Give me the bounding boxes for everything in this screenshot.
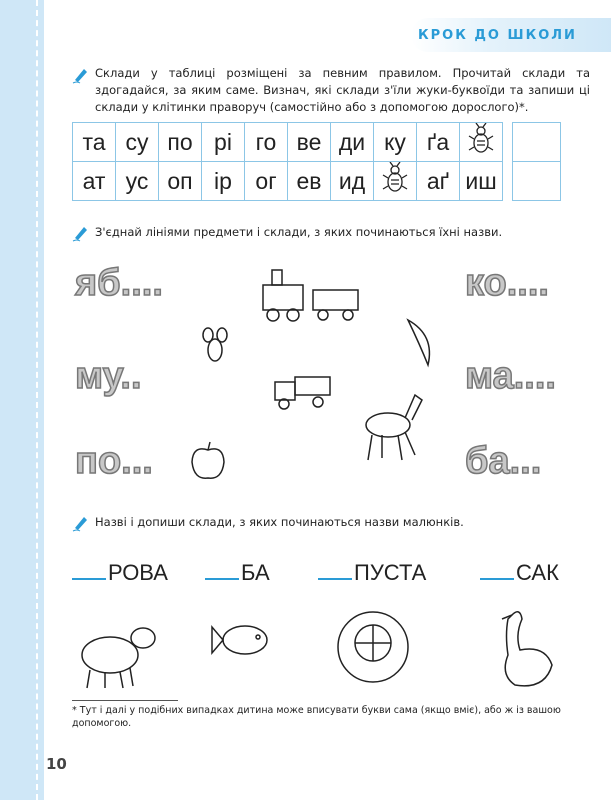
bee-picture	[200, 325, 230, 365]
beetle-icon	[468, 123, 494, 155]
syllable-cell: аґ	[417, 162, 460, 201]
syllable-left-3: по...	[75, 440, 153, 482]
syllable-cell: ір	[202, 162, 245, 201]
goat-picture	[360, 380, 430, 465]
syllable-right-2: ма....	[465, 355, 556, 397]
syllable-cell: ґа	[417, 123, 460, 162]
syllable-cell: по	[159, 123, 202, 162]
syllable-cell: та	[73, 123, 116, 162]
pencil-icon	[72, 514, 90, 532]
word-text: БА	[241, 560, 270, 585]
word-1[interactable]	[72, 560, 168, 586]
syllable-right-1: ко....	[465, 262, 549, 304]
dashed-line	[36, 0, 38, 800]
word-3[interactable]	[318, 560, 426, 586]
beetle-icon	[382, 162, 408, 194]
syllable-cell: ев	[288, 162, 331, 201]
syllable-table	[72, 122, 503, 201]
task2-instruction: З'єднай лініями предмети і склади, з яких починаються їхні назви.	[95, 225, 503, 239]
task1-instruction: Склади у таблиці розміщені за певним правилом. Прочитай склади та здогадайся, за яким саме. Визнач, які склади з'їли жуки-буквоїди та запиши ці склади у клітинки праворуч (самостійно або з допомогою дорослого)*.	[95, 66, 590, 114]
eaten-syllable-cell	[374, 162, 417, 201]
pencil-icon	[72, 224, 90, 242]
banana-picture	[400, 315, 440, 370]
footnote-divider	[72, 700, 178, 701]
syllable-cell: ус	[116, 162, 159, 201]
fish-picture	[210, 615, 275, 665]
answer-cell[interactable]	[513, 162, 561, 201]
word-text: РОВА	[108, 560, 168, 585]
goose-picture	[490, 605, 560, 700]
syllable-cell: су	[116, 123, 159, 162]
syllable-left-2: му..	[75, 355, 142, 397]
word-text: ПУСТА	[354, 560, 427, 585]
apple-picture	[188, 440, 228, 482]
syllable-cell: ку	[374, 123, 417, 162]
syllable-left-1: яб....	[75, 262, 163, 304]
syllable-cell: иш	[460, 162, 503, 201]
syllable-cell: ди	[331, 123, 374, 162]
eaten-syllable-cell	[460, 123, 503, 162]
page-number: 10	[46, 755, 67, 773]
syllable-cell: го	[245, 123, 288, 162]
word-2[interactable]	[205, 560, 270, 586]
word-text: САК	[516, 560, 559, 585]
cow-picture	[75, 610, 165, 690]
syllable-cell: ат	[73, 162, 116, 201]
pencil-icon	[72, 66, 90, 84]
word-4[interactable]	[480, 560, 559, 586]
syllable-right-3: ба...	[465, 440, 542, 482]
footnote: * Тут і далі у подібних випадках дитина може вписувати букви сама (якщо вміє), або ж із вашою допомогою.	[72, 705, 561, 729]
train-picture	[258, 265, 368, 325]
cabbage-picture	[328, 605, 418, 690]
truck-picture	[270, 372, 335, 412]
syllable-cell: ог	[245, 162, 288, 201]
syllable-cell: ид	[331, 162, 374, 201]
syllable-cell: оп	[159, 162, 202, 201]
answer-cell[interactable]	[513, 123, 561, 162]
answer-cells[interactable]	[512, 122, 561, 201]
syllable-cell: ве	[288, 123, 331, 162]
syllable-cell: рі	[202, 123, 245, 162]
task3-instruction: Назві і допиши склади, з яких починаються назви малюнків.	[95, 515, 464, 529]
series-title: КРОК ДО ШКОЛИ	[418, 28, 577, 43]
